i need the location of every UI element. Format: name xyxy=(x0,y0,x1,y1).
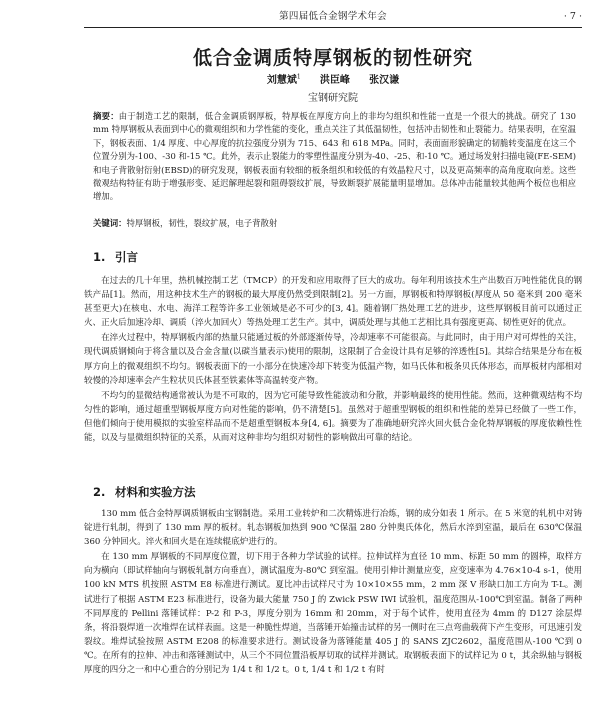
keywords xyxy=(93,217,576,229)
author-note: 1 xyxy=(296,73,301,81)
paper-title: 低合金调质特厚钢板的韧性研究 xyxy=(192,47,473,69)
materials-body xyxy=(84,507,582,678)
section-heading-materials xyxy=(93,484,196,500)
running-header xyxy=(84,9,582,25)
section-heading-introduction xyxy=(93,249,138,265)
author-name: 刘慧斌 xyxy=(266,75,297,86)
author-name: 洪臣峰 xyxy=(319,75,350,86)
section-number: 1. xyxy=(93,250,106,264)
author xyxy=(320,75,350,86)
abstract-text: 由于制造工艺的限制，低合金调质钢厚板，特厚板在厚度方向上的非均匀组织和性能一直是一个很大的挑战。研究了 130 mm 特厚钢板从表面到中心的微观组织和力学性能的变化，重点关注了其低温韧性，包括冲击韧性和止裂能力。结果表明，在室温下，钢板表面、1/4 厚度、中心厚度的抗拉强度分别为 715、643 和 618 MPa。同时，表面面形貌确定的韧脆转变温度在这三个位置分别为-100、-30 和-15 ℃。此外，表示止裂能力的零塑性温度分别为-40、-25、和-10 ℃。通过场发射扫描电镜(FE-SEM)和电子背散射衍射(EBSD)的研究发现，钢板表面有较细的板条组织和较低的有效晶粒尺寸，以及更高频率的高角度取向差。这些微观结构特征有助于增强形变、延迟解理起裂和阻碍裂纹扩展，导致断裂扩展能量明显增加。总体冲击能量较其他两个板位也相应增加。 xyxy=(93,111,576,202)
header-rule xyxy=(84,27,582,28)
author xyxy=(369,75,399,86)
author-name: 张汉谦 xyxy=(369,75,400,86)
keywords-label: 关键词： xyxy=(93,218,127,228)
conference-name: 第四届低合金钢学术年会 xyxy=(279,11,387,22)
author xyxy=(267,75,301,86)
introduction-body xyxy=(84,274,582,446)
section-number: 2. xyxy=(93,485,106,499)
abstract xyxy=(93,110,576,204)
abstract-label: 摘要： xyxy=(93,111,119,121)
paragraph: 不均匀的显微结构通常被认为是不可取的，因为它可能导致性能波动和分散，并影响最终的使用性能。然而，这种微观结构不均匀性的影响，通过超重型钢板厚度方向对性能的影响，仍不清楚[5]。虽然对于超重型钢板的组织和性能的差异已经做了一些工作，但他们倾向于使用模拟的实验室样品而不是超重型钢板本身[4, 6]。摘要为了准确地研究淬火回火低合金化特厚钢板的厚度依赖性性能，以及与显微组织特征的关系，从而对这种非均匀组织对韧性的影响做出可靠的结论。 xyxy=(84,390,582,444)
section-title: 材料和实验方法 xyxy=(115,485,196,499)
paragraph: 在过去的几十年里，热机械控制工艺（TMCP）的开发和应用取得了巨大的成功。每年利用该技术生产出数百万吨性能优良的钢铁产品[1]。然而，用这种技术生产的钢板的最大厚度仍然受到限制[2]。另一方面，厚钢板和特厚钢板(厚度从 50 毫米到 200 毫米甚至更大)在核电、水电、海洋工程等许多工业领域是必不可少的[3, 4]。随着钢厂热处理工艺的进步，这些厚钢板目前可以通过正火、正火后加速冷却、调质（淬火加回火）等热处理工艺生产。其中，调质处理与其他工艺相比具有强度更高、韧性更好的优点。 xyxy=(84,276,582,329)
keywords-text: 特厚钢板，韧性，裂纹扩展，电子背散射 xyxy=(126,218,278,228)
paragraph: 在淬火过程中，特厚钢板内部的热量只能通过板的外部逐渐传导，冷却速率不可能很高。与此同时，由于用户对可焊性的关注，现代调质钢倾向于将含量以及合金含量(以碳当量表示)使用的限制，这限制了合金设计具有足够的淬透性[5]。其综合结果是分布在板厚方向上的微观组织不均匀。钢板表面下的一小部分在快速冷却下转变为低温产物，如马氏体和板条贝氏体形态，而厚板材内部相对较慢的冷却速率会产生粒状贝氏体甚至铁素体等高温转变产物。 xyxy=(84,333,582,386)
paragraph: 在 130 mm 厚钢板的不同厚度位置，切下用于各种力学试验的试样。拉伸试样为直径 10 mm、标距 50 mm 的圆棒，取样方向为横向（即试样轴向与钢板轧制方向垂直），测试温度为-80℃ 到室温。使用引伸计测量应变，应变速率为 4.76×10-4 s-1，使用 100 kN MTS 机按照 ASTM E8 标准进行测试。夏比冲击试样尺寸为 10×10×55 mm，2 mm 深 V 形缺口加工方向为 T-L。测试进行了根据 ASTM E23 标准进行，设备为最大能量 750 J 的 Zwick PSW IWI 试验机，温度范围从-100℃到室温。制备了两种不同厚度的 Pellini 落锤试样：P-2 和 P-3，厚度分别为 16mm 和 20mm，对于每个试件，使用直径为 4mm 的 D127 涂层焊条，将沿裂焊道一次堆焊在试样表面。这是一种脆性焊道，当落锤开始撞击试样的另一侧时在三点弯曲载荷下产生变形，可迅速引发裂纹。堆焊试验按照 ASTM E208 的标准要求进行。测试设备为落锤能量 405 J 的 SANS ZJC2602，温度范围从-100 ℃到 0 ℃。在所有的拉伸、冲击和落锤测试中，从三个不同位置沿板厚切取的试样并测试。取钢板表面下的试样记为 0 t，其余纵轴与钢板厚度的四分之一和中心重合的分别记为 1/4 t 和 1/2 t。0 t, 1/4 t 和 1/2 t 有时 xyxy=(84,552,582,676)
page-number: · 7 · xyxy=(563,11,582,22)
section-title: 引言 xyxy=(115,250,138,264)
paragraph: 130 mm 低合金特厚调质钢板由宝钢制造。采用工业转炉和二次精炼进行冶炼，钢的成分如表 1 所示。在 5 米宽的轧机中对铸锭进行轧制，得到了 130 mm 厚的板材。轧态钢板加热到 900 ℃保温 280 分钟奥氏体化，然后水淬到室温，最后在 630℃保温 360 分钟回火。淬火和回火是在连续辊底炉进行的。 xyxy=(84,509,582,548)
affiliation: 宝钢研究院 xyxy=(308,93,358,104)
author-list xyxy=(84,71,582,86)
